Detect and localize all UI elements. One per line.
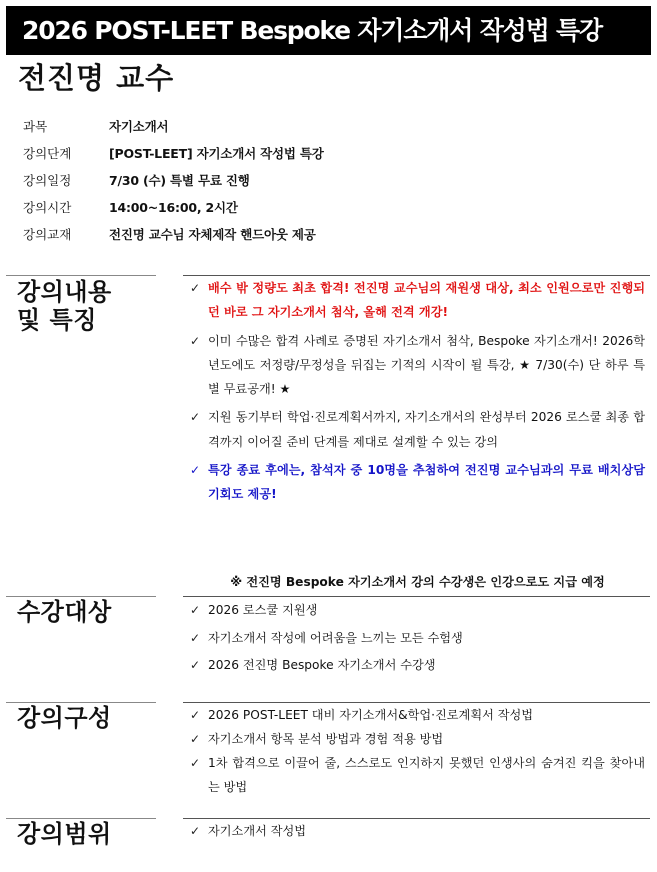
check-icon: ✓ [190,658,201,672]
list-item [190,819,645,843]
professor-name: 전진명 교수 [18,61,175,95]
scope-list [190,819,645,843]
item-text-highlight: 배수 밖 정량도 최초 합격! 전진명 교수님의 재원생 대상, 최소 인원으로만 진행되던 바로 그 자기소개서 첨삭, 올해 전격 개강! [208,281,645,320]
section-title-content: 강의내용 및 특징 [17,278,112,334]
info-row-material [23,221,324,248]
section-divider [6,275,156,276]
item-text-highlight: 특강 종료 후에는, 참석자 중 10명을 추첨하여 전진명 교수님과의 무료 배치상담 기회도 제공! [208,463,645,502]
list-item [190,703,645,727]
check-icon: ✓ [190,630,201,645]
info-value: [POST-LEET] 자기소개서 작성법 특강 [109,146,324,161]
check-icon: ✓ [190,463,201,478]
list-item [190,405,645,454]
section-divider [6,596,156,597]
list-item [190,329,645,402]
item-text: 1차 합격으로 이끌어 줄, 스스로도 인지하지 못했던 인생사의 숨겨진 킥을 찾아내는 방법 [208,756,645,794]
section-divider [6,702,156,703]
check-icon: ✓ [190,603,201,617]
check-icon: ✓ [190,708,201,722]
structure-list [190,703,645,799]
item-text: 자기소개서 항목 분석 방법과 경험 적용 방법 [208,732,444,746]
item-text: 자기소개서 작성법 [208,824,307,838]
item-text: 2026 로스쿨 지원생 [208,603,318,617]
section-title-scope: 강의범위 [17,820,112,848]
info-value: 전진명 교수님 자체제작 핸드아웃 제공 [109,227,316,242]
page-title: 2026 POST-LEET Bespoke 자기소개서 작성법 특강 [6,6,651,55]
info-row-subject [23,113,324,140]
list-item [190,652,645,680]
content-list [190,276,645,507]
list-item [190,597,645,625]
item-text: 이미 수많은 합격 사례로 증명된 자기소개서 첨삭, Bespoke 자기소개서! 2026학년도에도 저정량/무정성을 뒤집는 기적의 시작이 될 특강, ★ 7/30(수) 단 하루 특별 무료공개! ★ [208,333,645,397]
section-title-structure: 강의구성 [17,704,112,732]
info-row-time [23,194,324,221]
item-text: 지원 동기부터 학업·진로계획서까지, 자기소개서의 완성부터 2026 로스쿨 최종 합격까지 이어질 준비 단계를 제대로 설계할 수 있는 강의 [208,410,645,449]
check-icon: ✓ [190,281,201,295]
check-icon: ✓ [190,824,201,838]
list-item [190,276,645,325]
info-label: 강의일정 [23,173,72,188]
list-item [190,751,645,799]
list-item [190,727,645,751]
info-label: 강의시간 [23,200,72,215]
item-text: 2026 전진명 Bespoke 자기소개서 수강생 [208,658,436,672]
info-value: 7/30 (수) 특별 무료 진행 [109,173,250,188]
info-row-schedule [23,167,324,194]
info-label: 강의단계 [23,146,72,161]
course-info [23,113,324,248]
list-item [190,458,645,507]
item-text: 자기소개서 작성에 어려움을 느끼는 모든 수험생 [208,630,463,645]
info-label: 과목 [23,119,48,134]
notice-text: ※ 전진명 Bespoke 자기소개서 강의 수강생은 인강으로도 지급 예정 [230,575,605,589]
info-label: 강의교재 [23,227,72,242]
list-item [190,625,645,653]
check-icon: ✓ [190,333,201,348]
check-icon: ✓ [190,756,201,770]
info-value: 14:00~16:00, 2시간 [109,200,238,215]
section-title-target: 수강대상 [17,598,112,626]
info-value: 자기소개서 [109,119,169,134]
target-list [190,597,645,680]
item-text: 2026 POST-LEET 대비 자기소개서&학업·진로계획서 작성법 [208,708,534,722]
check-icon: ✓ [190,732,201,746]
info-row-stage [23,140,324,167]
check-icon: ✓ [190,410,201,425]
section-divider [6,818,156,819]
